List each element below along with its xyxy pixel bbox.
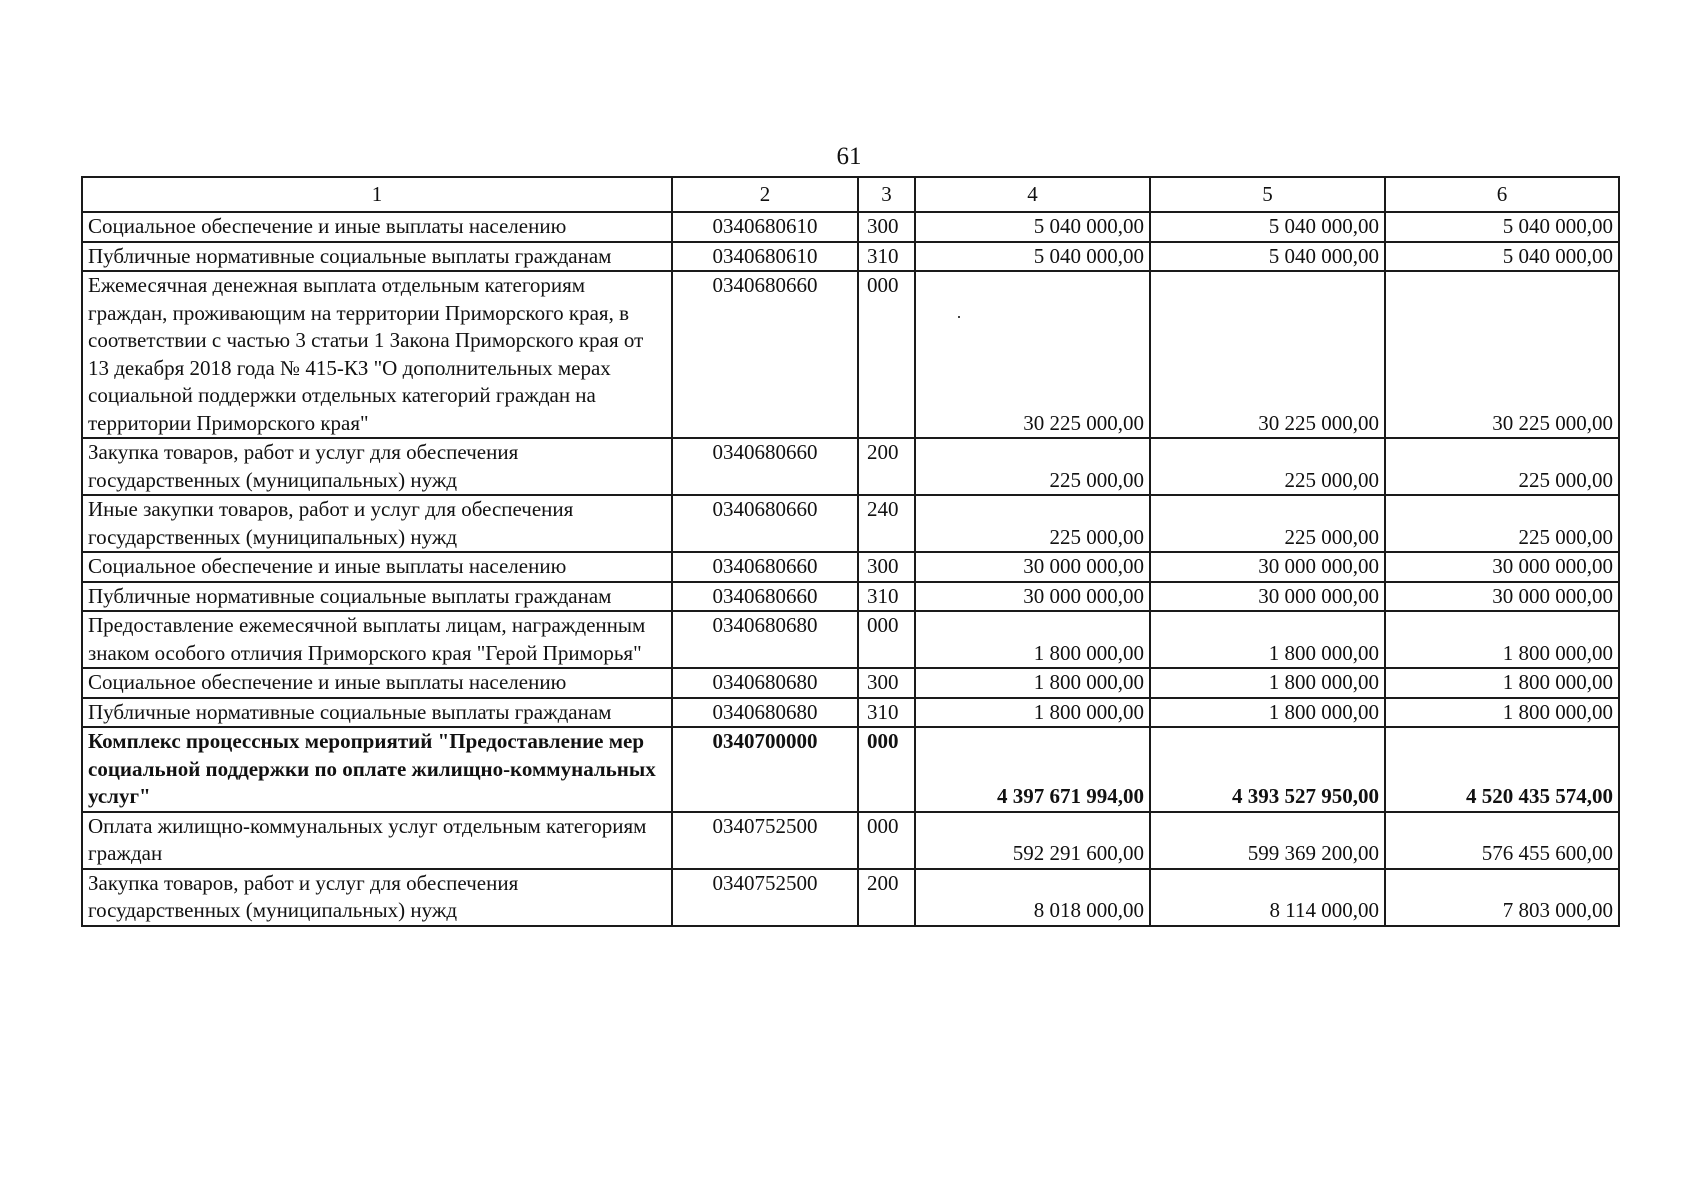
table-row [82,869,1619,926]
table-row [82,242,1619,272]
column-header-1: 1 [82,177,672,212]
expense-type-cell: 310 [858,698,915,728]
amount-col6-cell: 225 000,00 [1385,438,1619,495]
budget-table-body [82,177,1619,926]
amount-col5-cell: 5 040 000,00 [1150,212,1385,242]
expense-type-cell: 200 [858,869,915,926]
amount-col6-cell: 1 800 000,00 [1385,668,1619,698]
target-code-cell: 0340680660 [672,552,858,582]
amount-col6-cell: 30 000 000,00 [1385,582,1619,612]
table-row [82,611,1619,668]
row-name-cell: Предоставление ежемесячной выплаты лицам, награжденным знаком особого отличия Приморского края "Герой Приморья" [82,611,672,668]
row-name-cell: Социальное обеспечение и иные выплаты населению [82,668,672,698]
row-name-cell: Закупка товаров, работ и услуг для обеспечения государственных (муниципальных) нужд [82,869,672,926]
amount-col4-cell: 592 291 600,00 [915,812,1150,869]
row-name-cell: Социальное обеспечение и иные выплаты населению [82,212,672,242]
expense-type-cell: 300 [858,212,915,242]
amount-col6-cell: 5 040 000,00 [1385,212,1619,242]
target-code-cell: 0340680660 [672,495,858,552]
table-row [82,668,1619,698]
column-number-row [82,177,1619,212]
amount-col4-cell: 4 397 671 994,00 [915,727,1150,812]
row-name-cell: Публичные нормативные социальные выплаты гражданам [82,698,672,728]
row-name-cell: Публичные нормативные социальные выплаты гражданам [82,582,672,612]
table-row [82,727,1619,812]
table-row [82,438,1619,495]
amount-col5-cell: 225 000,00 [1150,495,1385,552]
target-code-cell: 0340680680 [672,611,858,668]
column-header-3: 3 [858,177,915,212]
amount-col5-cell: 30 000 000,00 [1150,582,1385,612]
amount-col4-cell: 1 800 000,00 [915,668,1150,698]
row-name-cell: Иные закупки товаров, работ и услуг для обеспечения государственных (муниципальных) нужд [82,495,672,552]
amount-col4-cell: 1 800 000,00 [915,611,1150,668]
expense-type-cell: 000 [858,611,915,668]
amount-col6-cell: 30 225 000,00 [1385,271,1619,438]
amount-col6-cell: 7 803 000,00 [1385,869,1619,926]
target-code-cell: 0340680680 [672,668,858,698]
amount-col6-cell: 5 040 000,00 [1385,242,1619,272]
row-name-cell: Ежемесячная денежная выплата отдельным категориям граждан, проживающим на территории Приморского края, в соответствии с частью 3 статьи 1 Закона Приморского края от 13 декабря 2018 года № 415-КЗ "О дополнительных мерах социальной поддержки отдельных категорий граждан на территории Приморского края" [82,271,672,438]
amount-col4-cell: 30 000 000,00 [915,552,1150,582]
amount-col4-cell: 30 000 000,00 [915,582,1150,612]
amount-col5-cell: 5 040 000,00 [1150,242,1385,272]
table-row [82,812,1619,869]
amount-col6-cell: 1 800 000,00 [1385,611,1619,668]
expense-type-cell: 000 [858,727,915,812]
row-name-cell: Закупка товаров, работ и услуг для обеспечения государственных (муниципальных) нужд [82,438,672,495]
table-row [82,212,1619,242]
amount-col4-cell: 1 800 000,00 [915,698,1150,728]
amount-col6-cell: 225 000,00 [1385,495,1619,552]
amount-col4-cell: 5 040 000,00 [915,212,1150,242]
table-row [82,271,1619,438]
budget-table [81,176,1620,927]
column-header-2: 2 [672,177,858,212]
amount-col6-cell: 576 455 600,00 [1385,812,1619,869]
amount-col6-cell: 1 800 000,00 [1385,698,1619,728]
expense-type-cell: 300 [858,552,915,582]
column-header-5: 5 [1150,177,1385,212]
row-name-cell: Социальное обеспечение и иные выплаты населению [82,552,672,582]
table-row [82,495,1619,552]
amount-col4-cell: 225 000,00 [915,495,1150,552]
amount-col5-cell: 225 000,00 [1150,438,1385,495]
amount-col4-cell: 8 018 000,00 [915,869,1150,926]
row-name-cell: Публичные нормативные социальные выплаты гражданам [82,242,672,272]
expense-type-cell: 000 [858,812,915,869]
target-code-cell: 0340680610 [672,242,858,272]
expense-type-cell: 310 [858,582,915,612]
amount-col5-cell: 1 800 000,00 [1150,668,1385,698]
target-code-cell: 0340752500 [672,812,858,869]
amount-col5-cell: 30 225 000,00 [1150,271,1385,438]
table-row [82,698,1619,728]
target-code-cell: 0340680610 [672,212,858,242]
row-name-cell: Комплекс процессных мероприятий "Предоставление мер социальной поддержки по оплате жилищно-коммунальных услуг" [82,727,672,812]
amount-col4-cell: 30 225 000,00 [915,271,1150,438]
amount-col6-cell: 30 000 000,00 [1385,552,1619,582]
table-row [82,552,1619,582]
expense-type-cell: 000 [858,271,915,438]
target-code-cell: 0340752500 [672,869,858,926]
row-name-cell: Оплата жилищно-коммунальных услуг отдельным категориям граждан [82,812,672,869]
amount-col5-cell: 599 369 200,00 [1150,812,1385,869]
amount-col5-cell: 30 000 000,00 [1150,552,1385,582]
amount-col4-cell: 225 000,00 [915,438,1150,495]
amount-col4-cell: 5 040 000,00 [915,242,1150,272]
column-header-6: 6 [1385,177,1619,212]
expense-type-cell: 300 [858,668,915,698]
amount-col5-cell: 8 114 000,00 [1150,869,1385,926]
target-code-cell: 0340680680 [672,698,858,728]
page-number: 61 [836,143,862,170]
table-row [82,582,1619,612]
target-code-cell: 0340700000 [672,727,858,812]
expense-type-cell: 310 [858,242,915,272]
expense-type-cell: 240 [858,495,915,552]
expense-type-cell: 200 [858,438,915,495]
amount-col5-cell: 1 800 000,00 [1150,698,1385,728]
target-code-cell: 0340680660 [672,582,858,612]
column-header-4: 4 [915,177,1150,212]
amount-col5-cell: 4 393 527 950,00 [1150,727,1385,812]
amount-col5-cell: 1 800 000,00 [1150,611,1385,668]
target-code-cell: 0340680660 [672,271,858,438]
target-code-cell: 0340680660 [672,438,858,495]
amount-col6-cell: 4 520 435 574,00 [1385,727,1619,812]
